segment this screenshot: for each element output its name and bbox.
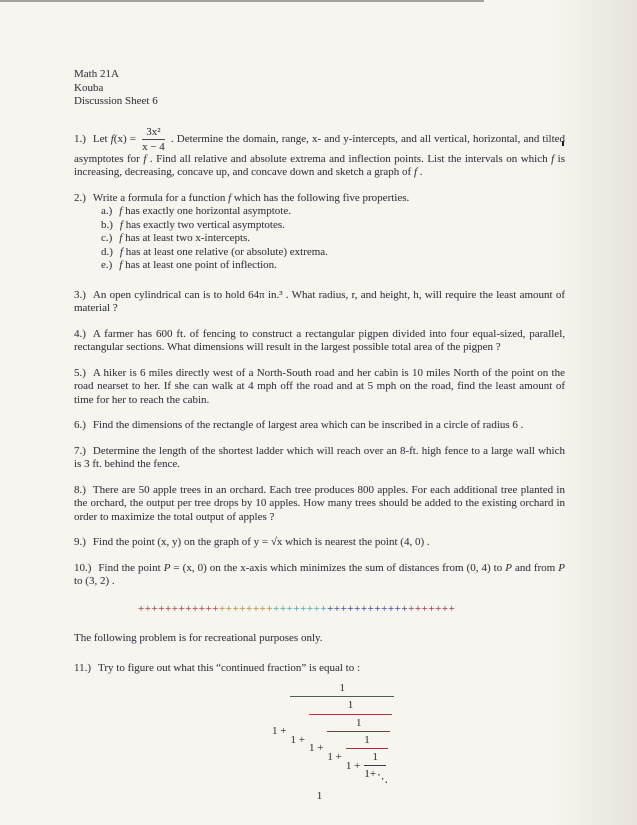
cf-numerator: 1 xyxy=(346,733,388,749)
document-header xyxy=(74,68,565,109)
subitem-d-label: d.) xyxy=(101,245,113,258)
subitem-d xyxy=(101,246,565,260)
subitem-b-text: f has exactly two vertical asymptotes. xyxy=(119,218,285,231)
cf-denominator xyxy=(290,697,394,786)
problem-1-lead: Let xyxy=(92,132,108,145)
cf-level-2 xyxy=(308,698,392,786)
problem-4 xyxy=(74,328,565,355)
problem-4-number: 4.) xyxy=(74,327,86,340)
problem-9-text: Find the point (x, y) on the graph of y = √x which is nearest the point (4, 0) . xyxy=(92,536,430,548)
problem-5-text: A hiker is 6 miles directly west of a North-South road and her cabin is 10 miles North of the point on the road nearset to her. If she can walk at 4 mph off the road and at 5 mph on the road, find the least amount of time for her to reach the cabin. xyxy=(74,366,565,406)
problem-3-number: 3.) xyxy=(74,288,86,301)
problem-2-subitems xyxy=(74,205,565,273)
scan-edge-artifact xyxy=(0,0,484,2)
problem-2-text: Write a formula for a function f which has the following five properties. xyxy=(92,191,410,204)
subitem-e xyxy=(101,259,565,273)
cf-term: 1 + xyxy=(345,759,361,772)
problem-2 xyxy=(74,192,565,273)
subitem-c-label: c.) xyxy=(101,232,113,244)
problem-10 xyxy=(74,562,565,589)
problem-1-text: . Determine the domain, range, x- and y-intercepts, and all vertical, horizontal, and tilted asymptotes for f . Find all relative and absolute extrema and inflection points. List the intervals on which f is increasing, decreasing, concave up, and concave down and sketch a graph of f . xyxy=(74,132,566,178)
problem-1 xyxy=(74,126,565,180)
cf-ellipsis: ⋱ xyxy=(377,773,388,786)
problem-7-text: Determine the length of the shortest ladder which will reach over an 8-ft. high fence to a large wall which is 3 ft. behind the fence. xyxy=(74,444,565,470)
problem-7-number: 7.) xyxy=(74,444,86,457)
problem-5-number: 5.) xyxy=(74,366,86,379)
problem-10-text: Find the point P = (x, 0) on the x-axis which minimizes the sum of distances from (0, 4) to P and from P to (3, 2) . xyxy=(74,561,565,587)
continued-fraction xyxy=(272,681,565,786)
problem-6-number: 6.) xyxy=(74,419,86,431)
plus-divider-segment: ++++++++++++ xyxy=(138,602,220,615)
problem-3-text: An open cylindrical can is to hold 64π in.³ . What radius, r, and height, h, will require the least amount of material ? xyxy=(74,288,565,314)
problem-2-intro xyxy=(74,192,565,206)
fraction-numerator: 3x² xyxy=(142,126,165,140)
recreational-note: The following problem is for recreational purposes only. xyxy=(74,632,323,644)
problem-8-number: 8.) xyxy=(74,483,86,496)
plus-divider-segment: +++++++ xyxy=(408,602,456,615)
cf-term: 1 + xyxy=(290,733,305,746)
cf-denominator xyxy=(364,766,388,786)
problem-7 xyxy=(74,445,565,472)
sheet-title: Discussion Sheet 6 xyxy=(74,95,158,107)
subitem-a-label: a.) xyxy=(101,205,113,217)
author-name: Kouba xyxy=(74,81,104,94)
cf-level-5 xyxy=(364,750,388,786)
subitem-d-text: f has at least one relative (or absolute) extrema. xyxy=(119,245,328,258)
cf-term: 1 + xyxy=(272,724,287,737)
problem-11 xyxy=(74,662,565,676)
problem-2-number: 2.) xyxy=(74,191,86,204)
problem-8-text: There are 50 apple trees in an orchard. Each tree produces 800 apples. For each additional tree planted in the orchard, the output per tree drops by 10 apples. How many trees should be added to the existing orchard in order to maximize the total output of apples ? xyxy=(74,483,565,523)
cf-level-1 xyxy=(290,681,394,786)
cf-numerator: 1 xyxy=(364,750,386,766)
course-name: Math 21A xyxy=(74,68,119,80)
problem-4-text: A farmer has 600 ft. of fencing to construct a rectangular pigpen divided into four equal-sized, parallel, rectangular sections. What dimensions will result in the largest possible total area of the pigpen ? xyxy=(74,327,565,353)
problem-9-number: 9.) xyxy=(74,536,86,548)
cf-term: 1 + xyxy=(308,742,324,755)
problem-9 xyxy=(74,536,565,550)
subitem-b-label: b.) xyxy=(101,218,113,231)
cf-term: 1 + xyxy=(327,750,342,763)
problem-1-function: f(x) = xyxy=(110,132,136,145)
cf-tail: 1+ xyxy=(364,768,377,781)
problem-5 xyxy=(74,367,565,408)
subitem-e-label: e.) xyxy=(101,259,113,271)
plus-divider-segment: ++++++++ xyxy=(273,602,328,615)
problem-8 xyxy=(74,484,565,525)
problem-6-text: Find the dimensions of the rectangle of largest area which can be inscribed in a circle of radius 6 . xyxy=(92,419,524,431)
fraction xyxy=(142,126,165,153)
page-content xyxy=(74,68,565,803)
subitem-e-text: f has at least one point of inflection. xyxy=(119,259,277,271)
cf-level-3 xyxy=(327,716,390,786)
subitem-a xyxy=(101,205,565,219)
problem-1-number: 1.) xyxy=(74,132,86,145)
cf-denominator xyxy=(345,749,388,786)
problem-11-text: Try to figure out what this “continued fraction” is equal to : xyxy=(98,661,361,674)
problem-11-number: 11.) xyxy=(74,661,92,674)
cf-denominator xyxy=(308,715,392,786)
plus-divider xyxy=(138,603,565,617)
subitem-b xyxy=(101,219,565,233)
plus-divider-segment: ++++++++++++ xyxy=(327,602,409,615)
fraction-denominator: x − 4 xyxy=(142,140,165,153)
subitem-a-text: f has exactly one horizontal asymptote. xyxy=(119,205,291,217)
plus-divider-segment: ++++++++ xyxy=(219,602,274,615)
cf-denominator xyxy=(327,732,390,786)
page-number: 1 xyxy=(316,789,323,802)
cf-numerator: 1 xyxy=(290,681,394,697)
problem-3 xyxy=(74,289,565,316)
problem-10-number: 10.) xyxy=(74,561,92,574)
cf-level-4 xyxy=(345,733,388,786)
subitem-c-text: f has at least two x-intercepts. xyxy=(119,232,251,244)
problem-6 xyxy=(74,419,565,433)
cf-numerator: 1 xyxy=(327,716,390,732)
cf-numerator: 1 xyxy=(309,698,392,714)
subitem-c xyxy=(101,232,565,246)
